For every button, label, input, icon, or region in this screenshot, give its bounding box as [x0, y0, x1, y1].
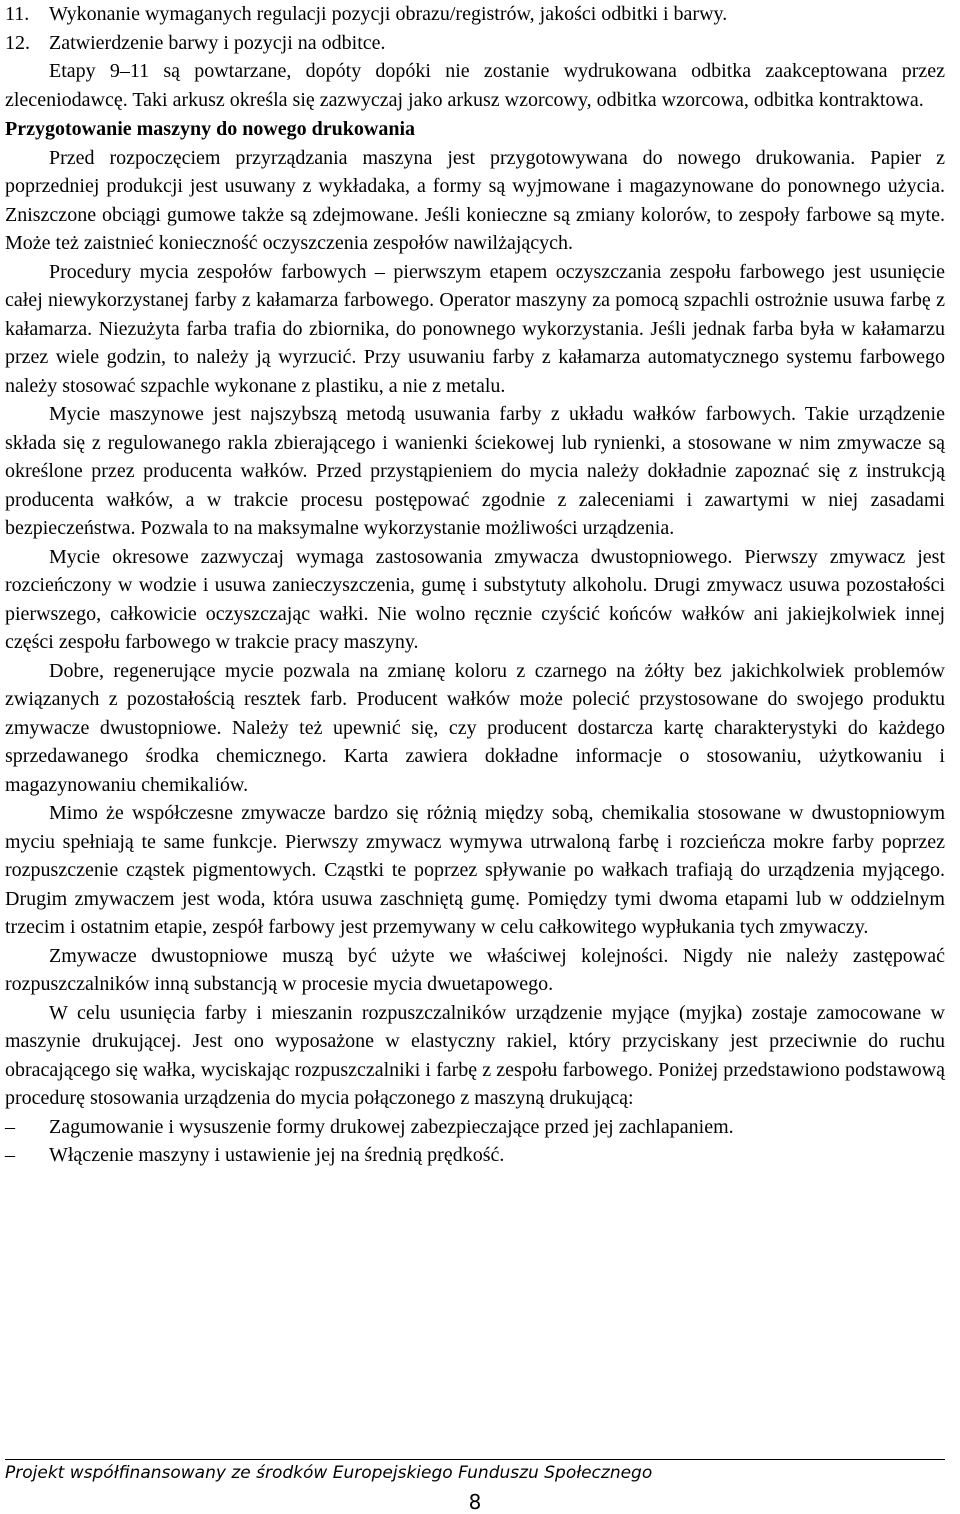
procedure-item	[5, 1113, 945, 1142]
body-paragraph: W celu usunięcia farby i mieszanin rozpuszczalników urządzenie myjące (myjka) zostaje zamocowane w maszynie drukującej. Jest ono wyposażone w elastyczny rakiel, który przyciskany jest przeciwnie do ruchu obracającego się wałka, wyciskając rozpuszczalniki i farbę z zespołu farbowego. Poniżej przedstawiono podstawową procedurę stosowania urządzenia do mycia połączonego z maszyną drukującą:	[5, 1001, 945, 1109]
page-number: 8	[468, 1490, 482, 1514]
intro-paragraph: Etapy 9–11 są powtarzane, dopóty dopóki nie zostanie wydrukowana odbitka zaakceptowana przez zleceniodawcę. Taki arkusz określa się zazwyczaj jako arkusz wzorcowy, odbitka wzorcowa, odbitka kontraktowa.	[5, 60, 945, 111]
procedure-list	[5, 1113, 945, 1170]
footer-funding-note: Projekt współfinansowany ze środków Europejskiego Funduszu Społecznego	[5, 1463, 653, 1483]
body-paragraph: Mycie okresowe zazwyczaj wymaga zastosowania zmywacza dwustopniowego. Pierwszy zmywacz jest rozcieńczony w wodzie i usuwa zanieczyszczenia, gumę i substytuty alkoholu. Drugi zmywacz usuwa pozostałości pierwszego, całkowicie oczyszczając wałki. Nie wolno ręcznie czyścić końców wałków ani jakiejkolwiek innej części zespołu farbowego w trakcie pracy maszyny.	[5, 545, 945, 653]
numbered-steps-list	[5, 0, 945, 57]
body-paragraph: Dobre, regenerujące mycie pozwala na zmianę koloru z czarnego na żółty bez jakichkolwiek problemów związanych z pozostałością resztek farb. Producent wałków może polecić przystosowane do swojego produktu zmywacze dwustopniowe. Należy też upewnić się, czy producent dostarcza kartę charakterystyki do każdego sprzedawanego środka chemicznego. Karta zawiera dokładne informacje o stosowaniu, użytkowaniu i magazynowaniu chemikaliów.	[5, 659, 945, 796]
dash-bullet: –	[5, 1115, 15, 1138]
step-item	[5, 0, 945, 29]
step-number: 11.	[5, 3, 30, 25]
procedure-item-text: Włączenie maszyny i ustawienie jej na średnią prędkość.	[49, 1144, 505, 1166]
step-number: 12.	[5, 31, 30, 54]
body-paragraph: Zmywacze dwustopniowe muszą być użyte we właściwej kolejności. Nigdy nie należy zastępować rozpuszczalników inną substancją w procesie mycia dwuetapowego.	[5, 944, 945, 995]
step-item	[5, 29, 945, 58]
section-intro-paragraph: Przed rozpoczęciem przyrządzania maszyna jest przygotowywana do nowego drukowania. Papier z poprzedniej produkcji jest usuwany z wykładaka, a formy są wyjmowane i magazynowane do ponownego użycia. Zniszczone obciągi gumowe także są zdejmowane. Jeśli konieczne są zmiany kolorów, to zespoły farbowe są myte. Może też zaistnieć konieczność oczyszczenia zespołów nawilżających.	[5, 146, 945, 254]
procedure-item-text: Zagumowanie i wysuszenie formy drukowej zabezpieczające przed jej zachlapaniem.	[49, 1115, 734, 1138]
body-paragraph: Procedury mycia zespołów farbowych – pierwszym etapem oczyszczania zespołu farbowego jest usunięcie całej niewykorzystanej farby z kałamarza farbowego. Operator maszyny za pomocą szpachli ostrożnie usuwa farbę z kałamarza. Niezużyta farba trafia do zbiornika, do ponownego wykorzystania. Jeśli jednak farba była w kałamarzu przez wiele godzin, to należy ją wyrzucić. Przy usuwaniu farby z kałamarza automatycznego systemu farbowego należy stosować szpachle wykonane z plastiku, a nie z metalu.	[5, 260, 945, 397]
section-heading: Przygotowanie maszyny do nowego drukowania	[5, 118, 416, 140]
step-text: Zatwierdzenie barwy i pozycji na odbitce.	[49, 31, 386, 54]
document-page	[5, 0, 945, 1170]
body-paragraph: Mimo że współczesne zmywacze bardzo się różnią między sobą, chemikalia stosowane w dwustopniowym myciu spełniają te same funkcje. Pierwszy zmywacz wymywa utrwaloną farbę i rozcieńcza mokre farby poprzez rozpuszczenie cząstek pigmentowych. Cząstki te poprzez spływanie po wałkach trafiają do urządzenia myjącego. Drugim zmywaczem jest woda, która usuwa zaschniętą gumę. Pomiędzy tymi dwoma etapami lub w oddzielnym trzecim i ostatnim etapie, zespół farbowy jest przemywany w celu całkowitego wypłukania tych zmywaczy.	[5, 802, 945, 938]
procedure-item	[5, 1141, 945, 1170]
body-paragraph: Mycie maszynowe jest najszybszą metodą usuwania farby z układu wałków farbowych. Takie urządzenie składa się z regulowanego rakla zbierającego i wanienki ściekowej lub rynienki, a stosowane w nim zmywacze są określone przez producenta wałków. Przed przystąpieniem do mycia należy dokładnie zapoznać się z instrukcją producenta wałków, a w trakcie procesu postępować zgodnie z zaleceniami i zawartymi w niej zasadami bezpieczeństwa. Pozwala to na maksymalne wykorzystanie możliwości urządzenia.	[5, 403, 945, 539]
step-text: Wykonanie wymaganych regulacji pozycji obrazu/registrów, jakości odbitki i barwy.	[49, 3, 728, 25]
dash-bullet: –	[5, 1144, 15, 1166]
footer-divider	[5, 1459, 945, 1460]
